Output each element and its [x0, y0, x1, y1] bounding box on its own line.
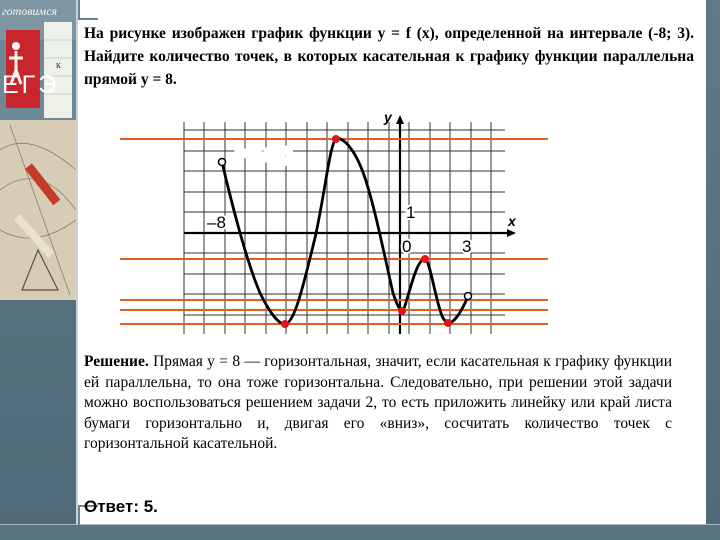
- solution-text: Прямая у = 8 — горизонтальная, значит, если касательная к графику функции ей параллельна, то она тоже горизонтальна. Следовательно, при решении этой задачи можно воспользоваться решением задачи 2, то есть приложить линейку или край листа бумаги горизонтально и, двигая его «вниз», сосчитать количество точек с горизонтальной касательной.: [84, 353, 672, 452]
- open-endpoint-right: [465, 293, 472, 300]
- corner-bracket-top: [78, 0, 98, 20]
- extremum-point: [332, 135, 340, 143]
- function-graph: [110, 108, 550, 340]
- sidebar-artwork: [0, 0, 76, 300]
- extremum-point: [398, 307, 406, 315]
- extremum-point: [281, 320, 289, 328]
- open-endpoint-left: [219, 159, 226, 166]
- sidebar-divider: [76, 0, 78, 540]
- y-axis-label: y: [384, 109, 392, 125]
- sidebar-decoration: [0, 0, 76, 540]
- tick-label-zero: 0: [402, 237, 412, 256]
- solution-paragraph: [84, 352, 672, 455]
- bottom-strip: [0, 525, 720, 540]
- exam-logo: ЕГЭ: [2, 71, 60, 99]
- extremum-point: [444, 319, 452, 327]
- tick-label-minus-8: –8: [207, 213, 226, 232]
- solution-lead: Решение.: [84, 353, 149, 370]
- logo-small-text: к: [56, 60, 61, 71]
- graph-grid: [184, 122, 505, 334]
- right-edge-decoration: [706, 0, 720, 525]
- extremum-point: [421, 255, 429, 263]
- x-axis-label: x: [508, 213, 516, 229]
- tick-label-three: 3: [462, 237, 472, 256]
- curve-label: y = f(x): [236, 145, 292, 164]
- answer-text: Ответ: 5.: [84, 497, 158, 516]
- function-curve: [222, 139, 468, 324]
- problem-statement: На рисунке изображен график функции y = f (x), определенной на интервале (-8; 3). Найдите количество точек, в которых касательная к графику функции параллельна прямой y = 8.: [84, 25, 694, 88]
- sidebar-header-text: готовимся: [2, 4, 58, 18]
- tick-label-one: 1: [406, 203, 416, 222]
